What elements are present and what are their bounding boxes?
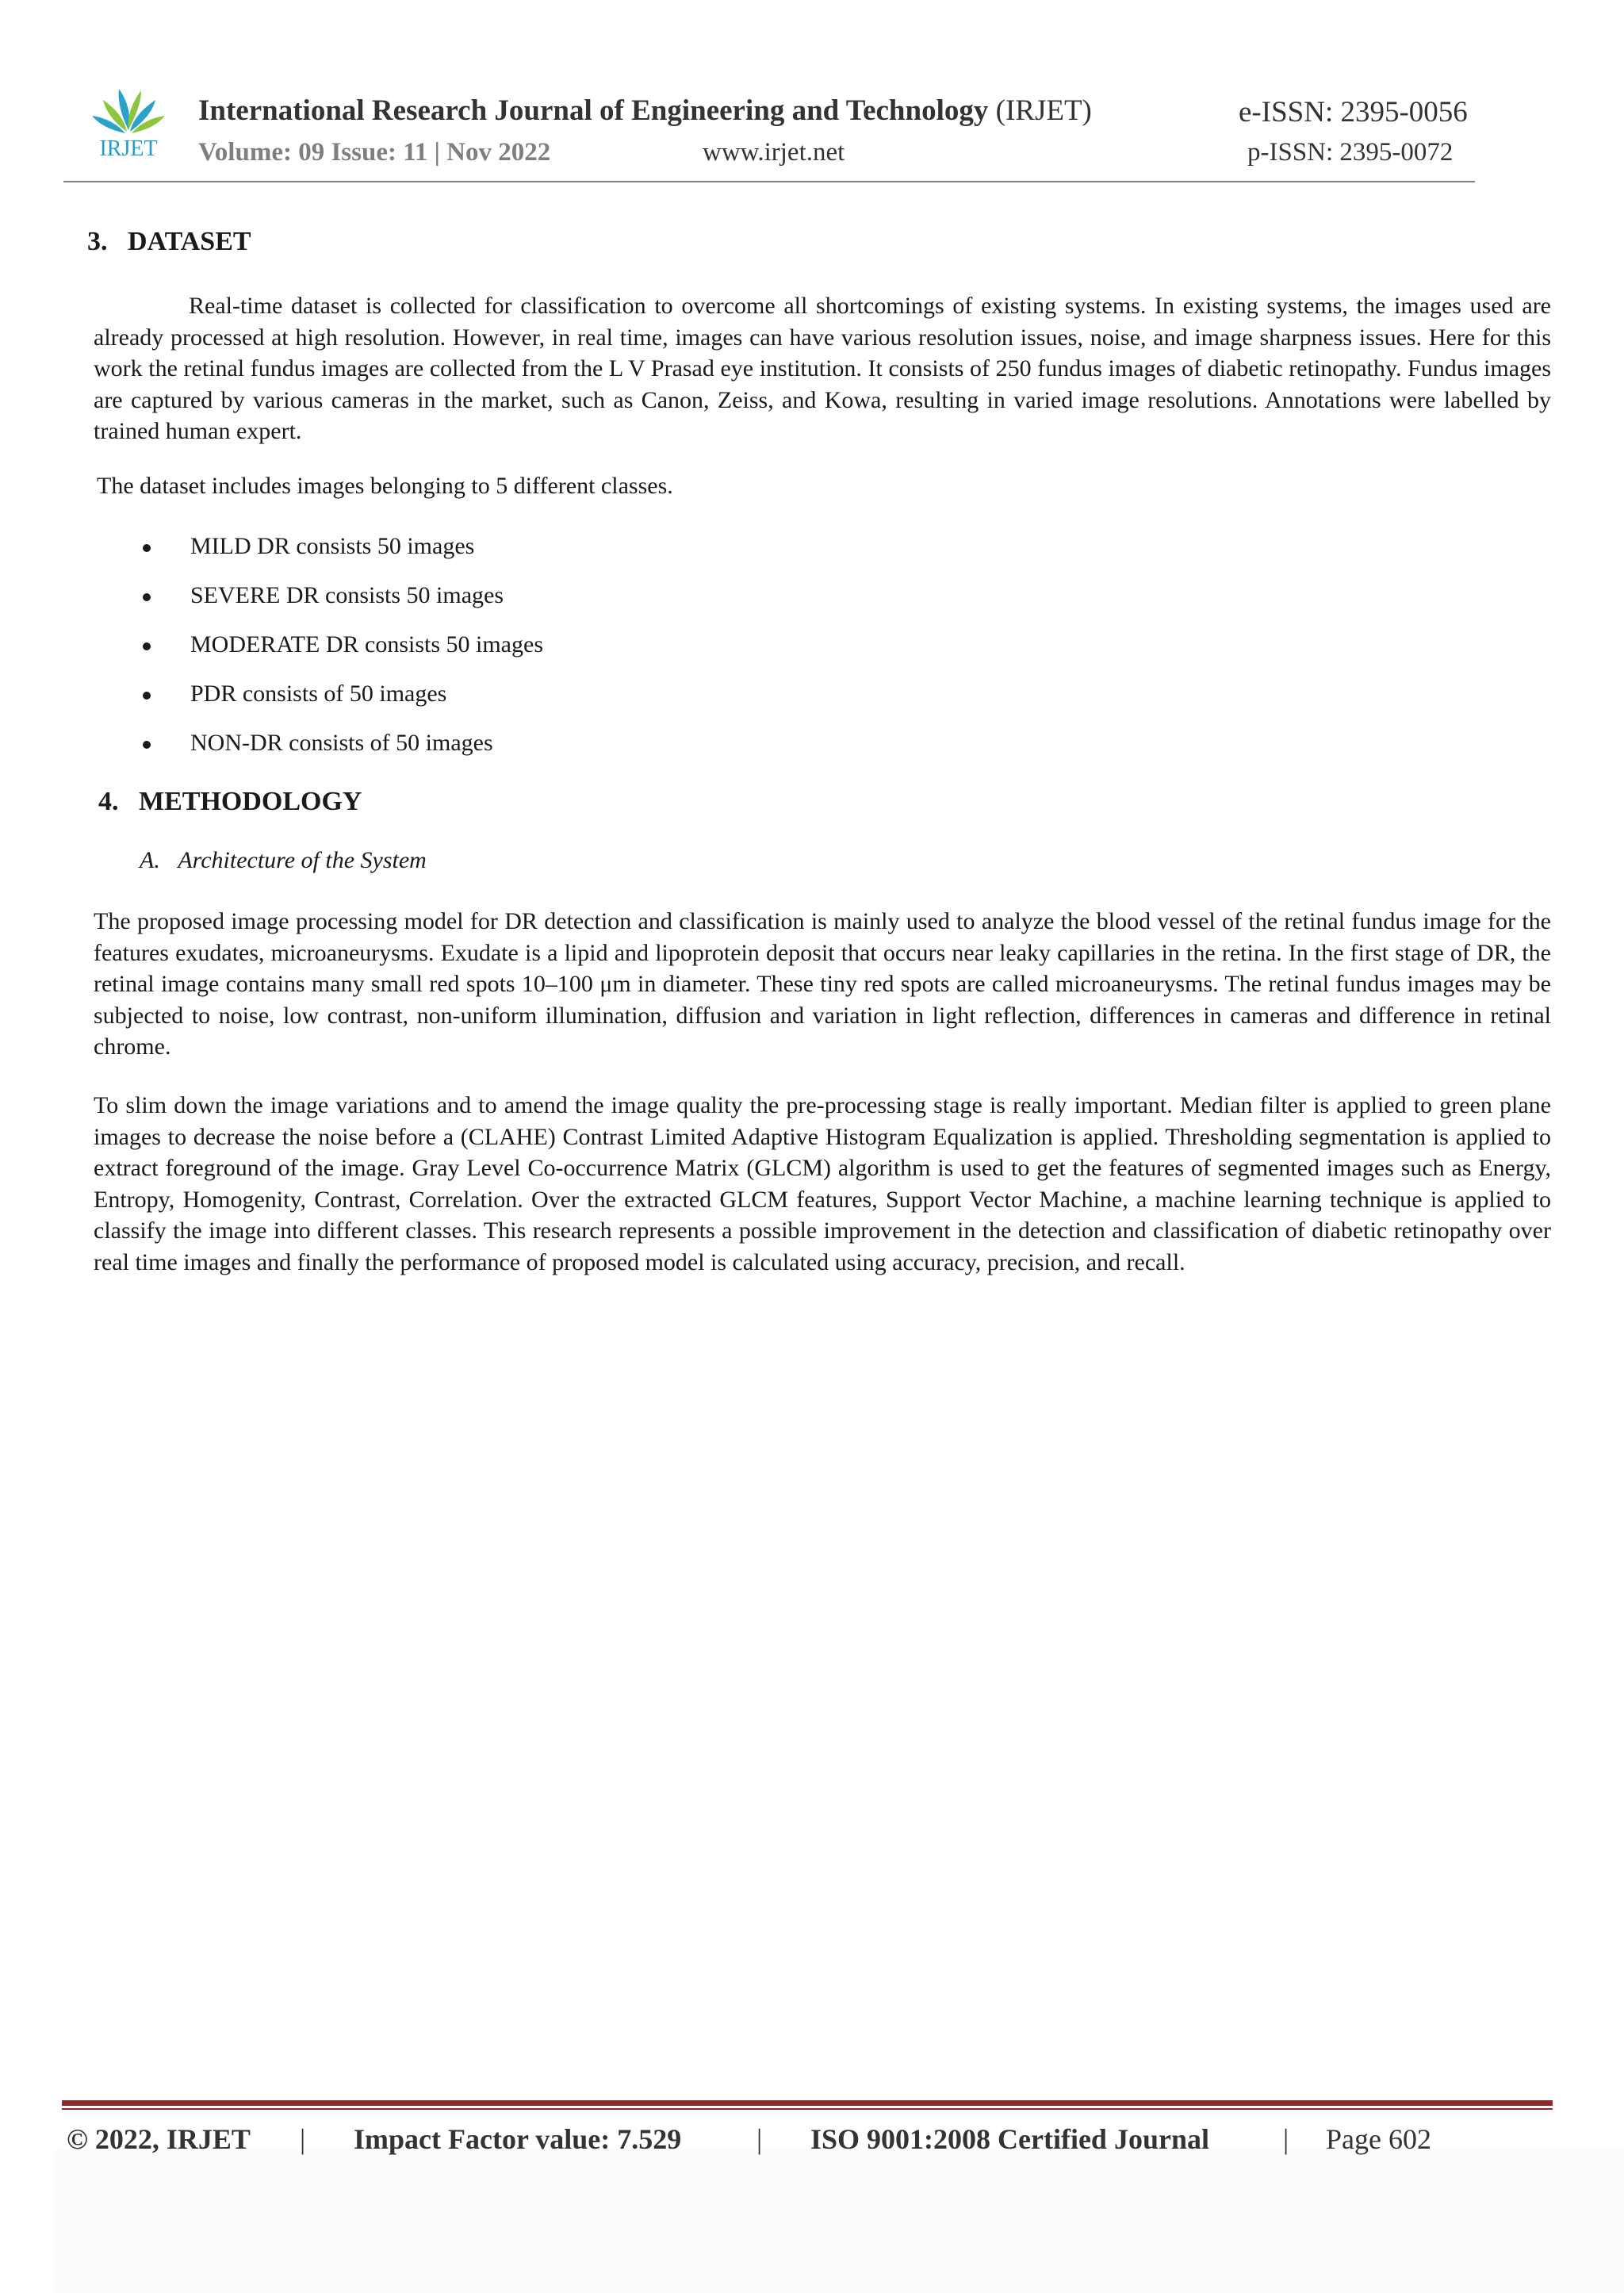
class-list-item: SEVERE DR consists 50 images xyxy=(190,582,504,608)
footer-copyright: © 2022, IRJET xyxy=(67,2123,251,2155)
volume-issue: Volume: 09 Issue: 11 | Nov 2022 xyxy=(198,138,551,167)
section-3-heading: 3. DATASET xyxy=(87,227,251,256)
bullet-icon xyxy=(143,544,151,552)
class-list-item: NON-DR consists of 50 images xyxy=(190,730,493,756)
footer-rule-thick xyxy=(62,2100,1553,2106)
bullet-icon xyxy=(143,741,151,749)
pissn: p-ISSN: 2395-0072 xyxy=(1247,138,1454,167)
footer-impact-factor: Impact Factor value: 7.529 xyxy=(354,2123,682,2155)
subsection-heading: A. Architecture of the System xyxy=(140,847,427,873)
svg-text:IRJET: IRJET xyxy=(99,136,158,161)
footer-separator: | xyxy=(1283,2123,1289,2155)
page-bottom-margin xyxy=(54,2149,1624,2293)
bullet-icon xyxy=(143,692,151,700)
methodology-paragraph-2: To slim down the image variations and to amend the image quality the pre-processing stage is really important. Median filter is applied to green plane images to decrease the noise before a (CLAHE) Contrast Limited Adaptive Histogram Equalization is applied. Thresholding segmentation is applied to extract foreground of the image. Gray Level Co-occurrence Matrix (GLCM) algorithm is used to get the features of segmented images such as Energy, Entropy, Homogenity, Contrast, Correlation. Over the extracted GLCM features, Support Vector Machine, a machine learning technique is applied to classify the image into different classes. This research represents a possible improvement in the detection and classification of diabetic retinopathy over real time images and finally the performance of proposed model is calculated using accuracy, precision, and recall. xyxy=(94,1092,1551,1275)
footer-page-number: Page 602 xyxy=(1326,2123,1431,2155)
class-list-item: MILD DR consists 50 images xyxy=(190,533,475,559)
bullet-icon xyxy=(143,593,151,601)
journal-title: International Research Journal of Engineering and Technology (IRJET) xyxy=(198,94,1092,127)
footer-separator: | xyxy=(300,2123,306,2155)
header-divider xyxy=(63,181,1475,182)
eissn: e-ISSN: 2395-0056 xyxy=(1239,96,1468,128)
footer-iso: ISO 9001:2008 Certified Journal xyxy=(810,2123,1209,2155)
bullet-icon xyxy=(143,642,151,650)
footer-separator: | xyxy=(756,2123,763,2155)
class-list-item: PDR consists of 50 images xyxy=(190,681,447,707)
irjet-logo xyxy=(82,73,174,165)
class-list-item: MODERATE DR consists 50 images xyxy=(190,631,543,658)
dataset-paragraph: Real-time dataset is collected for classification to overcome all shortcomings of existing systems. In existing systems, the images used are already processed at high resolution. However, in real time, images can have various resolution issues, noise, and image sharpness issues. Here for this work the retinal fundus images are collected from the L V Prasad eye institution. It consists of 250 fundus images of diabetic retinopathy. Fundus images are captured by various cameras in the market, such as Canon, Zeiss, and Kowa, resulting in varied image resolutions. Annotations were labelled by trained human expert. xyxy=(94,293,1551,444)
dataset-classes-intro: The dataset includes images belonging to 5 different classes. xyxy=(97,473,673,499)
journal-website[interactable]: www.irjet.net xyxy=(703,138,845,167)
irjet-logo-icon xyxy=(82,73,174,165)
footer-rule-thin xyxy=(62,2108,1553,2110)
methodology-paragraph-1: The proposed image processing model for DR detection and classification is mainly used to analyze the blood vessel of the retinal fundus image for the features exudates, microaneurysms. Exudate is a lipid and lipoprotein deposit that occurs near leaky capillaries in the retina. In the first stage of DR, the retinal image contains many small red spots 10–100 μm in diameter. These tiny red spots are called microaneurysms. The retinal fundus images may be subjected to noise, low contrast, non-uniform illumination, diffusion and variation in light reflection, differences in cameras and difference in retinal chrome. xyxy=(94,908,1551,1060)
section-4-heading: 4. METHODOLOGY xyxy=(98,787,362,816)
